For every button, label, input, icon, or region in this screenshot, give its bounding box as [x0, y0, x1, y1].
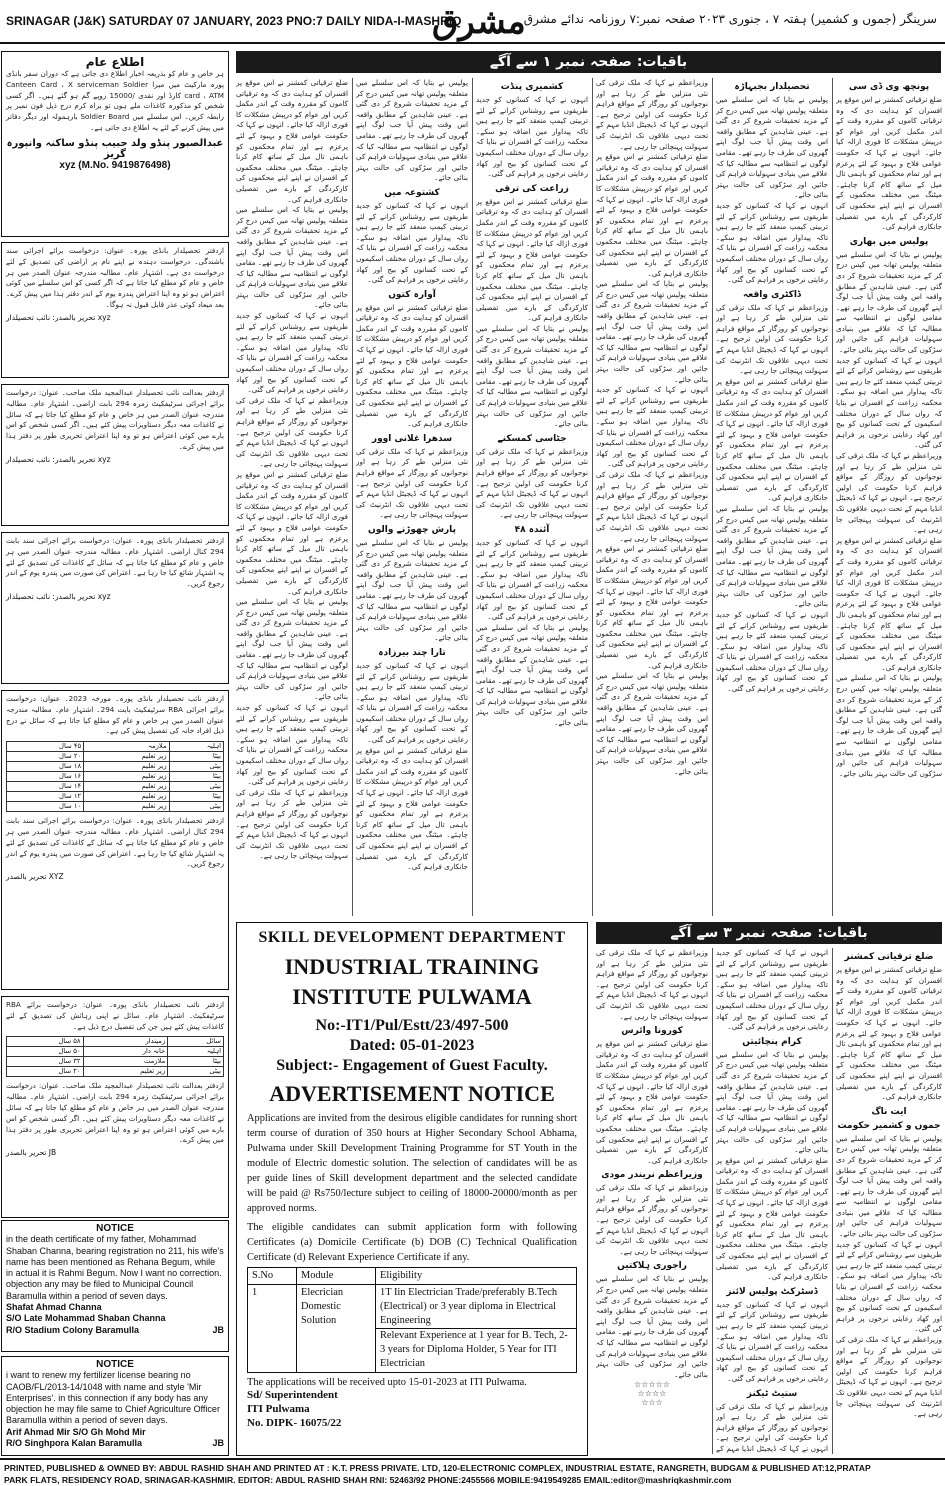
column-text: انہوں نے کہا کہ کسانوں کو جدید طریقوں سے روشناس کرانے کے لئے تربیتی کیمپ منعقد کئے جا رہے ہیں تاکہ پیداوار میں اضافہ ہو سکے۔ محکمہ زراعت کے افسران نے بتایا کہ رواں سال کے دوران مختلف اسکیموں کے تحت کسانوں کو بیج اور کھاد رعایتی نرخوں پر فراہم کی گئی۔ — [356, 200, 468, 285]
notice-signer: عبدالصبور پنڈو ولد حبیب پنڈو ساکنہ وانپورہ گریز — [6, 137, 224, 160]
public-notice-box — [1, 51, 229, 237]
header-english-dateline: SRINAGAR (J&K) SATURDAY 07 JANUARY, 2023 PNO:7 DAILY NIDA-I-MASHRIQ — [6, 14, 462, 28]
column-divider — [472, 78, 473, 916]
ad-paragraph-1: Applications are invited from the desirous eligible candidates for running short term course of duration of 350 hours at Higher Secondary School Abhama, Pulwama under Skill Development Training Programme for ST Youth in the module of Electric domestic solution. The selection of candidates will be as per guide lines of Skill development department and the selected candidate will be paid @ Rs750/lecture subject to ceiling of 18000-20000/month as per approved norms. — [247, 1113, 577, 1214]
eligibility-qualification: 1T Iin Electrician Trade/preferably B.Tech (Electrical) or 3 year diploma in Electrical Engineering — [380, 1287, 558, 1326]
column-divider — [832, 78, 833, 916]
column-text: ضلع ترقیاتی کمشنر نے اس موقع پر افسران کو ہدایت دی کہ وہ ترقیاتی کاموں کو مقررہ وقت کے اندر مکمل کریں اور عوام کو درپیش مشکلات کا فوری ازالہ کیا جائے۔ انہوں نے کہا کہ حکومت عوامی فلاح و بہبود کے لئے پرعزم ہے اور تمام محکموں کو باہمی تال میل کے ساتھ کام کرنا چاہئے۔ میٹنگ میں مختلف محکموں کے افسران نے اپنے اپنے محکموں کی کارکردگی کے بارے میں تفصیلی جانکاری فراہم کی۔ — [596, 1039, 708, 1165]
table-row: بیٹا زیر تعلیم ۱۲ سال — [7, 792, 224, 802]
column-text: پولیس نے بتایا کہ اس سلسلے میں متعلقہ پولیس تھانہ میں کیس درج کر کے مزید تحقیقات شروع کر دی گئی ہے۔ عینی شاہدین کے مطابق واقعہ اس وقت پیش آیا جب لوگ اپنے گھروں کی طرف جا رہے تھے۔ مقامی لوگوں نے انتظامیہ سے مطالبہ کیا کہ علاقے میں بنیادی سہولیات فراہم کی جائیں اور سڑکوں کی حالت بہتر بنائی جائے۔ — [596, 671, 708, 776]
news-column-b1 — [596, 948, 708, 1454]
tehsil-notice-sign: XYZ تحریر بالصدر — [6, 872, 64, 882]
ad-reference-number: No:-IT1/Pul/Estt/23/497-500 — [315, 1017, 509, 1034]
column-text: وزیراعظم نے کہا کہ ملک ترقی کی نئی منزلیں طے کر رہا ہے اور نوجوانوں کو روزگار کے مواقع فراہم کرنا حکومت کی اولین ترجیح ہے۔ انہوں نے کہا کہ ڈیجیٹل انڈیا مہم کے تحت دیہی علاقوں تک انٹرنیٹ کی سہولت پہنچائی جا رہی ہے۔ — [596, 78, 708, 151]
column-text: ضلع ترقیاتی کمشنر نے اس موقع پر افسران کو ہدایت دی کہ وہ ترقیاتی کاموں کو مقررہ وقت کے اندر مکمل کریں اور عوام کو درپیش مشکلات کا فوری ازالہ کیا جائے۔ انہوں نے کہا کہ حکومت عوامی فلاح و بہبود کے لئے پرعزم ہے اور تمام محکموں کو باہمی تال میل کے ساتھ کام کرنا چاہئے۔ میٹنگ میں مختلف محکموں کے افسران نے اپنے اپنے محکموں کی کارکردگی کے بارے میں تفصیلی جانکاری فراہم کی۔ — [236, 469, 348, 596]
column-text: پولیس نے بتایا کہ اس سلسلے میں متعلقہ پولیس تھانہ میں کیس درج کر کے مزید تحقیقات شروع کر دی گئی ہے۔ عینی شاہدین کے مطابق واقعہ اس وقت پیش آیا جب لوگ اپنے گھروں کی طرف جا رہے تھے۔ مقامی لوگوں نے انتظامیہ سے مطالبہ کیا کہ علاقے میں بنیادی سہولیات فراہم کی جائیں اور سڑکوں کی حالت بہتر بنائی جائے۔ — [716, 1049, 828, 1155]
table-cell: 1 — [248, 1285, 297, 1373]
column-text: ضلع ترقیاتی کمشنر نے اس موقع پر افسران کو ہدایت دی کہ وہ ترقیاتی کاموں کو مقررہ وقت کے اندر مکمل کریں اور عوام کو درپیش مشکلات کا فوری ازالہ کیا جائے۔ انہوں نے کہا کہ حکومت عوامی فلاح و بہبود کے لئے پرعزم ہے اور تمام محکموں کو باہمی تال میل کے ساتھ کام کرنا چاہئے۔ میٹنگ میں مختلف محکموں کے افسران نے اپنے اپنے محکموں کی کارکردگی کے بارے میں تفصیلی جانکاری فراہم کی۔ — [356, 302, 468, 429]
notice-signer-name: Shafat Ahmad Channa — [6, 1302, 102, 1313]
notice-tag: JB — [212, 1438, 224, 1449]
column-text: وزیراعظم نے کہا کہ ملک ترقی کی نئی منزلیں طے کر رہا ہے اور نوجوانوں کو روزگار کے مواقع فراہم کرنا حکومت کی اولین ترجیح ہے۔ انہوں نے کہا کہ ڈیجیٹل انڈیا مہم کے تحت دیہی علاقوں تک انٹرنیٹ کی سہولت پہنچائی جا رہی ہے۔ — [836, 1335, 942, 1419]
table-header: Module — [297, 1268, 376, 1285]
ad-paragraph-2: The eligible candidates can submit application form with following Certificates (a) Domicile Certificate (b) DOB (C) Technical Qualification Certificate (d) Relevant Experience Certificate if any. — [247, 1222, 577, 1263]
column-text: پولیس نے بتایا کہ اس سلسلے میں متعلقہ پولیس تھانہ میں کیس درج کر کے مزید تحقیقات شروع کر دی گئی ہے۔ عینی شاہدین کے مطابق واقعہ اس وقت پیش آیا جب لوگ اپنے گھروں کی طرف جا رہے تھے۔ مقامی لوگوں نے انتظامیہ سے مطالبہ کیا کہ علاقے میں بنیادی سہولیات فراہم کی جائیں اور سڑکوں کی حالت بہتر بنائی جائے۔ — [356, 78, 468, 183]
column-divider — [832, 948, 833, 1454]
ad-sign-line-1: Sd/ Superintendent — [247, 1389, 338, 1401]
table-cell — [376, 1285, 577, 1373]
column-text: ضلع ترقیاتی کمشنر نے اس موقع پر افسران کو ہدایت دی کہ وہ ترقیاتی کاموں کو مقررہ وقت کے اندر مکمل کریں اور عوام کو درپیش مشکلات کا فوری ازالہ کیا جائے۔ انہوں نے کہا کہ حکومت عوامی فلاح و بہبود کے لئے پرعزم ہے اور تمام محکموں کو باہمی تال میل کے ساتھ کام کرنا چاہئے۔ میٹنگ میں مختلف محکموں کے افسران نے اپنے اپنے محکموں کی کارکردگی کے بارے میں تفصیلی جانکاری فراہم کی۔ — [476, 196, 588, 323]
news-column-b3 — [836, 948, 942, 1454]
notice-signer-address: R/O Singhpora Kalan Baramulla — [6, 1438, 143, 1449]
table-header: Eligibility — [376, 1268, 577, 1285]
column-text: انہوں نے کہا کہ کسانوں کو جدید طریقوں سے روشناس کرانے کے لئے تربیتی کیمپ منعقد کئے جا رہے ہیں تاکہ پیداوار میں اضافہ ہو سکے۔ محکمہ زراعت کے افسران نے بتایا کہ رواں سال کے دوران مختلف اسکیموں کے تحت کسانوں کو بیج اور کھاد رعایتی نرخوں پر فراہم کی گئی۔ — [716, 609, 828, 694]
family-members-table — [6, 741, 224, 812]
tehsil-notice-sign: xyz تحریر بالصدر: نائب تحصیلدار — [6, 591, 111, 601]
iti-pulwama-advertisement — [236, 922, 588, 1456]
tehsil-notice-sign: JB تحریر بالصدر — [6, 1148, 57, 1158]
column-text: وزیراعظم نے کہا کہ ملک ترقی کی نئی منزلیں طے کر رہا ہے اور نوجوانوں کو روزگار کے مواقع فراہم کرنا حکومت کی اولین ترجیح ہے۔ انہوں نے کہا کہ ڈیجیٹل انڈیا مہم کے تحت دیہی علاقوں تک انٹرنیٹ کی سہولت پہنچائی جا رہی ہے۔ — [236, 787, 348, 861]
news-column-b2 — [716, 948, 828, 1454]
column-text: ضلع ترقیاتی کمشنر نے اس موقع پر افسران کو ہدایت دی کہ وہ ترقیاتی کاموں کو مقررہ وقت کے اندر مکمل کریں اور عوام کو درپیش مشکلات کا فوری ازالہ کیا جائے۔ انہوں نے کہا کہ حکومت عوامی فلاح و بہبود کے لئے پرعزم ہے اور تمام محکموں کو باہمی تال میل کے ساتھ کام کرنا چاہئے۔ میٹنگ میں مختلف محکموں کے افسران نے اپنے اپنے محکموں کی کارکردگی کے بارے میں تفصیلی جانکاری فراہم کی۔ — [716, 1155, 828, 1282]
column-text: وزیراعظم نے کہا کہ ملک ترقی کی نئی منزلیں طے کر رہا ہے اور نوجوانوں کو روزگار کے مواقع فراہم کرنا حکومت کی اولین ترجیح ہے۔ انہوں نے کہا کہ ڈیجیٹل انڈیا مہم کے تحت دیہی علاقوں تک انٹرنیٹ کی سہولت پہنچائی جا رہی ہے۔ — [716, 302, 828, 376]
notice-body: i want to renew my fertilizer license bearing no CAOB/FL/2013-14/1048 with name and style 'Mir Enterprises'. in this connection if any body has any objection he may file same to Chief Agriculture Officer Baramulla within a period of seven days. — [6, 1370, 220, 1426]
table-row: اہلیہ ملازمہ ۴۵ سال — [7, 742, 224, 752]
header-urdu-dateline: سرینگر (جموں و کشمیر) ہفتہ ۷ ، جنوری ۲۰۲۳ صفحہ نمبر:۷ روزنامہ ندائے مشرق — [523, 12, 937, 26]
subheading: وزیراعظم نریندر مودی — [601, 1170, 703, 1181]
column-text: ضلع ترقیاتی کمشنر نے اس موقع پر افسران کو ہدایت دی کہ وہ ترقیاتی کاموں کو مقررہ وقت کے اندر مکمل کریں اور عوام کو درپیش مشکلات کا فوری ازالہ کیا جائے۔ انہوں نے کہا کہ حکومت عوامی فلاح و بہبود کے لئے پرعزم ہے اور تمام محکموں کو باہمی تال میل کے ساتھ کام کرنا چاہئے۔ میٹنگ میں مختلف محکموں کے افسران نے اپنے اپنے محکموں کی کارکردگی کے بارے میں تفصیلی جانکاری فراہم کی۔ — [836, 535, 942, 672]
ad-sign-line-2: ITI Pulwama — [247, 1403, 310, 1415]
tehsil-notice-body: ازدفتر تحصیلدار بانڈی پورہ۔ عنوان: درخواست برائے اجرائی سند بابت 294 کنال اراضی۔ اشتہار عام۔ مطالبہ مندرجہ عنوان الصدر میں ہر خاص و عام کو مطلع کیا جاتا ہے کہ سائل کے کاغذات کی تصدیق کے لئے یہ اشتہار شائع کیا جا رہا ہے۔ اعتراض کی صورت میں پندرہ یوم کے اندر رجوع کریں۔ — [6, 536, 224, 589]
notice-signer-address: R/O Stadium Colony Baramulla — [6, 1324, 140, 1335]
column-text: پولیس نے بتایا کہ اس سلسلے میں متعلقہ پولیس تھانہ میں کیس درج کر کے مزید تحقیقات شروع کر دی گئی ہے۔ عینی شاہدین کے مطابق واقعہ اس وقت پیش آیا جب لوگ اپنے گھروں کی طرف جا رہے تھے۔ مقامی لوگوں نے انتظامیہ سے مطالبہ کیا کہ علاقے میں بنیادی سہولیات فراہم کی جائیں اور سڑکوں کی حالت بہتر بنائی جائے۔ — [236, 205, 348, 310]
column-text: انہوں نے کہا کہ کسانوں کو جدید طریقوں سے روشناس کرانے کے لئے تربیتی کیمپ منعقد کئے جا رہے ہیں تاکہ پیداوار میں اضافہ ہو سکے۔ محکمہ زراعت کے افسران نے بتایا کہ رواں سال کے دوران مختلف اسکیموں کے تحت کسانوں کو بیج اور کھاد رعایتی نرخوں پر فراہم کی گئی۔ — [476, 95, 588, 179]
news-column-5 — [716, 78, 828, 916]
column-text: وزیراعظم نے کہا کہ ملک ترقی کی نئی منزلیں طے کر رہا ہے اور نوجوانوں کو روزگار کے مواقع فراہم کرنا حکومت کی اولین ترجیح ہے۔ انہوں نے کہا کہ ڈیجیٹل انڈیا مہم کے تحت دیہی علاقوں تک انٹرنیٹ کی سہولت پہنچائی جا رہی ہے۔ — [236, 395, 348, 469]
subheading: پونچھ وی ڈی سی — [848, 82, 930, 92]
subheading: کشمیری پنڈت — [500, 82, 564, 92]
subheading: ڈاکٹری واقعہ — [743, 289, 801, 300]
column-text: انہوں نے کہا کہ کسانوں کو جدید طریقوں سے روشناس کرانے کے لئے تربیتی کیمپ منعقد کئے جا رہے ہیں تاکہ پیداوار میں اضافہ ہو سکے۔ محکمہ زراعت کے افسران نے بتایا کہ رواں سال کے دوران مختلف اسکیموں کے تحت کسانوں کو بیج اور کھاد رعایتی نرخوں پر فراہم کی گئی۔ — [236, 703, 348, 787]
table-header: S.No — [248, 1268, 297, 1285]
ad-institute-line-2: INSTITUTE PULWAMA — [292, 984, 532, 1009]
column-text: انہوں نے کہا کہ کسانوں کو جدید طریقوں سے روشناس کرانے کے لئے تربیتی کیمپ منعقد کئے جا رہے ہیں تاکہ پیداوار میں اضافہ ہو سکے۔ محکمہ زراعت کے افسران نے بتایا کہ رواں سال کے دوران مختلف اسکیموں کے تحت کسانوں کو بیج اور کھاد رعایتی نرخوں پر فراہم کی گئی۔ — [476, 537, 588, 622]
subheading: ڈسٹرکٹ پولیس لائنز — [726, 1286, 818, 1297]
tehsil-notice-1 — [1, 242, 229, 378]
subheading: آئندہ ۴۸ — [514, 524, 550, 535]
notice-signer-address-row — [6, 1325, 224, 1336]
tehsil-notice-3 — [1, 532, 229, 684]
ad-dipk-number: No. DIPK- 16075/22 — [247, 1417, 342, 1429]
page-header — [0, 0, 945, 44]
news-column-2 — [356, 78, 468, 916]
subheading: راجوری ہلاکتیں — [617, 1261, 687, 1272]
column-text: انہوں نے کہا کہ کسانوں کو جدید طریقوں سے روشناس کرانے کے لئے تربیتی کیمپ منعقد کئے جا رہے ہیں تاکہ پیداوار میں اضافہ ہو سکے۔ محکمہ زراعت کے افسران نے بتایا کہ رواں سال کے دوران مختلف اسکیموں کے تحت کسانوں کو بیج اور کھاد رعایتی نرخوں پر فراہم کی گئی۔ — [716, 200, 828, 285]
news-column-6 — [836, 78, 942, 916]
imprint-line-2: PARK FLATS, RESIDENCY ROAD, SRINAGAR-KASHMIR. EDITOR: ABDUL RASHID SHAH RNI: 52463/92 PHONE:2455566 MOBILE:9419549285 EMAIL:editor@mashriqkashmir.com — [4, 1475, 732, 1485]
family-members-table — [6, 1036, 224, 1077]
column-divider — [712, 948, 713, 1454]
column-text: پولیس نے بتایا کہ اس سلسلے میں متعلقہ پولیس تھانہ میں کیس درج کر کے مزید تحقیقات شروع کر دی گئی ہے۔ عینی شاہدین کے مطابق واقعہ اس وقت پیش آیا جب لوگ اپنے گھروں کی طرف جا رہے تھے۔ مقامی لوگوں نے انتظامیہ سے مطالبہ کیا کہ علاقے میں بنیادی سہولیات فراہم کی جائیں اور سڑکوں کی حالت بہتر بنائی جائے۔ — [836, 249, 942, 355]
column-text: وزیراعظم نے کہا کہ ملک ترقی کی نئی منزلیں طے کر رہا ہے اور نوجوانوں کو روزگار کے مواقع فراہم کرنا حکومت کی اولین ترجیح ہے۔ انہوں نے کہا کہ ڈیجیٹل انڈیا مہم کے تحت دیہی علاقوں تک انٹرنیٹ کی سہولت پہنچائی جا رہی ہے۔ — [476, 446, 588, 520]
column-text: پولیس نے بتایا کہ اس سلسلے میں متعلقہ پولیس تھانہ میں کیس درج کر کے مزید تحقیقات شروع کر دی گئی ہے۔ عینی شاہدین کے مطابق واقعہ اس وقت پیش آیا جب لوگ اپنے گھروں کی طرف جا رہے تھے۔ مقامی لوگوں نے انتظامیہ سے مطالبہ کیا کہ علاقے میں بنیادی سہولیات فراہم کی جائیں اور سڑکوں کی حالت بہتر بنائی جائے۔ — [716, 503, 828, 609]
tehsil-notice-body: ازدفتر تحصیلدار بانڈی پورہ۔ عنوان: درخواست برائے اجرائی سند باشندگی۔ درخواست دہندہ نے اپنے نام پر اراضی کی تصدیق کے لئے درخواست دی ہے۔ اشتہار عام۔ مطالبہ مندرجہ عنوان الصدر میں ہر خاص و عام کو مطلع کیا جاتا ہے کہ اگر کسی کو اس سلسلے میں کوئی اعتراض ہو تو وہ اپنا اعتراض پندرہ یوم کے اندر دفتر ہذا میں پیش کرے۔ بعد میعاد کوئی عذر قابل قبول نہ ہوگا۔ — [6, 246, 224, 309]
subheading: ستیٹ ٹیکنز — [746, 1388, 798, 1399]
ad-subject: Subject:- Engagement of Guest Faculty. — [276, 1057, 548, 1074]
column-text: وزیراعظم نے کہا کہ ملک ترقی کی نئی منزلیں طے کر رہا ہے اور نوجوانوں کو روزگار کے مواقع فراہم کرنا حکومت کی اولین ترجیح ہے۔ انہوں نے کہا کہ ڈیجیٹل انڈیا مہم کے تحت دیہی علاقوں تک انٹرنیٹ کی سہولت پہنچائی جا رہی ہے۔ — [356, 446, 468, 520]
subheading: زراعت کی ترقی — [495, 183, 569, 194]
subheading: ضلع ترقیاتی کمشنر — [844, 952, 934, 962]
subheading: کورونا وائرس — [621, 1026, 683, 1037]
separator-stars: ☆☆☆☆ — [637, 1389, 667, 1399]
subheading: تحصیلدار بجبہاڑہ — [734, 82, 810, 92]
column-divider — [712, 78, 713, 916]
tehsil-notice-body: ازدفتر بعدالت نائب تحصیلدار عبدالمجید ملک صاحب۔ عنوان: درخواست برائے اجرائی سرٹیفکیٹ زمرہ 294 بابت اراضی۔ اشتہار عام۔ مطالبہ مندرجہ عنوان الصدر میں ہر خاص و عام کو مطلع کیا جاتا ہے کہ سائل نے کاغذات معہ دیگر دستاویزات پیش کئے ہیں۔ اگر کسی شخص کو اس بارے میں کوئی اعتراض ہو تو وہ اپنا اعتراض تحریری طور پر دفتر ہذا میں پیش کرے۔ — [6, 388, 224, 451]
table-row — [248, 1285, 577, 1373]
news-column-4 — [596, 78, 708, 916]
subheading: پولیس میں بھاری — [849, 236, 929, 247]
column-text: ضلع ترقیاتی کمشنر نے اس موقع پر افسران کو ہدایت دی کہ وہ ترقیاتی کاموں کو مقررہ وقت کے اندر مکمل کریں اور عوام کو درپیش مشکلات کا فوری ازالہ کیا جائے۔ انہوں نے کہا کہ حکومت عوامی فلاح و بہبود کے لئے پرعزم ہے اور تمام محکموں کو باہمی تال میل کے ساتھ کام کرنا چاہئے۔ میٹنگ میں مختلف محکموں کے افسران نے اپنے اپنے محکموں کی کارکردگی کے بارے میں تفصیلی جانکاری فراہم کی۔ — [236, 78, 348, 204]
tehsil-notice-body-continued: ازدفتر تحصیلدار بانڈی پورہ۔ عنوان: درخواست برائے اجرائی سند بابت 294 کنال اراضی۔ اشتہار عام۔ مطالبہ مندرجہ عنوان الصدر میں ہر خاص و عام کو مطلع کیا جاتا ہے کہ سائل کے کاغذات کی تصدیق کے لئے یہ اشتہار شائع کیا جا رہا ہے۔ اعتراض کی صورت میں پندرہ یوم کے اندر رجوع کریں۔ — [6, 816, 224, 869]
subheading: تارا چند بیرزادہ — [378, 647, 446, 658]
column-text: انہوں نے کہا کہ کسانوں کو جدید طریقوں سے روشناس کرانے کے لئے تربیتی کیمپ منعقد کئے جا رہے ہیں تاکہ پیداوار میں اضافہ ہو سکے۔ محکمہ زراعت کے افسران نے بتایا کہ رواں سال کے دوران مختلف اسکیموں کے تحت کسانوں کو بیج اور کھاد رعایتی نرخوں پر فراہم کی گئی۔ — [356, 660, 468, 745]
column-text: پولیس نے بتایا کہ اس سلسلے میں متعلقہ پولیس تھانہ میں کیس درج کر کے مزید تحقیقات شروع کر دی گئی ہے۔ عینی شاہدین کے مطابق واقعہ اس وقت پیش آیا جب لوگ اپنے گھروں کی طرف جا رہے تھے۔ مقامی لوگوں نے انتظامیہ سے مطالبہ کیا کہ علاقے میں بنیادی سہولیات فراہم کی جائیں اور سڑکوں کی حالت بہتر بنائی جائے۔ — [716, 95, 828, 200]
subheading: جٹاسی کمسکنے — [497, 433, 567, 444]
table-row: بیٹا زیر تعلیم ۱۶ سال — [7, 772, 224, 782]
imprint-line-1: PRINTED, PUBLISHED & OWNED BY: ABDUL RASHID SHAH AND PRINTED AT : K.T. PRESS PRIVATE. LTD, 120-ELECTRONIC COMPLEX, INDUSTRIAL ESTATE, RANGRETH, BUDGAM & PUBLISHED AT:12,PRATAP — [4, 1463, 871, 1473]
column-text: ضلع ترقیاتی کمشنر نے اس موقع پر افسران کو ہدایت دی کہ وہ ترقیاتی کاموں کو مقررہ وقت کے اندر مکمل کریں اور عوام کو درپیش مشکلات کا فوری ازالہ کیا جائے۔ انہوں نے کہا کہ حکومت عوامی فلاح و بہبود کے لئے پرعزم ہے اور تمام محکموں کو باہمی تال میل کے ساتھ کام کرنا چاہئے۔ میٹنگ میں مختلف محکموں کے افسران نے اپنے اپنے محکموں کی کارکردگی کے بارے میں تفصیلی جانکاری فراہم کی۔ — [836, 95, 942, 232]
subheading: سدھرا غلانی اوور — [371, 433, 453, 444]
notice-title: NOTICE — [96, 1223, 134, 1234]
masthead-logo: مشرق — [432, 2, 526, 42]
column-text: ضلع ترقیاتی کمشنر نے اس موقع پر افسران کو ہدایت دی کہ وہ ترقیاتی کاموں کو مقررہ وقت کے اندر مکمل کریں اور عوام کو درپیش مشکلات کا فوری ازالہ کیا جائے۔ انہوں نے کہا کہ حکومت عوامی فلاح و بہبود کے لئے پرعزم ہے اور تمام محکموں کو باہمی تال میل کے ساتھ کام کرنا چاہئے۔ میٹنگ میں مختلف محکموں کے افسران نے اپنے اپنے محکموں کی کارکردگی کے بارے میں تفصیلی جانکاری فراہم کی۔ — [596, 544, 708, 670]
tehsil-notice-4 — [1, 690, 229, 990]
column-text: پولیس نے بتایا کہ اس سلسلے میں متعلقہ پولیس تھانہ میں کیس درج کر کے مزید تحقیقات شروع کر دی گئی ہے۔ عینی شاہدین کے مطابق واقعہ اس وقت پیش آیا جب لوگ اپنے گھروں کی طرف جا رہے تھے۔ مقامی لوگوں نے انتظامیہ سے مطالبہ کیا کہ علاقے میں بنیادی سہولیات فراہم کی جائیں اور سڑکوں کی حالت بہتر بنائی جائے۔ — [836, 673, 942, 778]
notice-title: NOTICE — [96, 1359, 134, 1370]
notice-body: in the death certificate of my father, Mohammad Shaban Channa, bearing registration no 211, his wife's name has been mentioned as Rehana Begum, while in actual it is Rahmi Begum. Now I want no correction. objection any may be filed to Municipal Council Baramulla within a period of seven days. — [6, 1234, 224, 1301]
column-text: ضلع ترقیاتی کمشنر نے اس موقع پر افسران کو ہدایت دی کہ وہ ترقیاتی کاموں کو مقررہ وقت کے اندر مکمل کریں اور عوام کو درپیش مشکلات کا فوری ازالہ کیا جائے۔ انہوں نے کہا کہ حکومت عوامی فلاح و بہبود کے لئے پرعزم ہے اور تمام محکموں کو باہمی تال میل کے ساتھ کام کرنا چاہئے۔ میٹنگ میں مختلف محکموں کے افسران نے اپنے اپنے محکموں کی کارکردگی کے بارے میں تفصیلی جانکاری فراہم کی۔ — [716, 376, 828, 503]
english-notice-fertilizer-license — [1, 1356, 229, 1456]
tehsil-notice-5 — [1, 996, 229, 1218]
column-text: پولیس نے بتایا کہ اس سلسلے میں متعلقہ پولیس تھانہ میں کیس درج کر کے مزید تحقیقات شروع کر دی گئی ہے۔ عینی شاہدین کے مطابق واقعہ اس وقت پیش آیا جب لوگ اپنے گھروں کی طرف جا رہے تھے۔ مقامی لوگوں نے انتظامیہ سے مطالبہ کیا کہ علاقے میں بنیادی سہولیات فراہم کی جائیں اور سڑکوں کی حالت بہتر بنائی جائے۔ — [476, 323, 588, 429]
tehsil-notice-sign: xyz تحریر بالصدر: نائب تحصیلدار — [6, 454, 111, 464]
notice-phone: xyz (M.No. 9419876498) — [59, 159, 171, 171]
table-row: بیٹی زیر تعلیم ۱۰ سال — [7, 802, 224, 812]
column-text: انہوں نے کہا کہ کسانوں کو جدید طریقوں سے روشناس کرانے کے لئے تربیتی کیمپ منعقد کئے جا رہے ہیں تاکہ پیداوار میں اضافہ ہو سکے۔ محکمہ زراعت کے افسران نے بتایا کہ رواں سال کے دوران مختلف اسکیموں کے تحت کسانوں کو بیج اور کھاد رعایتی نرخوں پر فراہم کی گئی۔ — [836, 1239, 942, 1334]
column-text: پولیس نے بتایا کہ اس سلسلے میں متعلقہ پولیس تھانہ میں کیس درج کر کے مزید تحقیقات شروع کر دی گئی ہے۔ عینی شاہدین کے مطابق واقعہ اس وقت پیش آیا جب لوگ اپنے گھروں کی طرف جا رہے تھے۔ مقامی لوگوں نے انتظامیہ سے مطالبہ کیا کہ علاقے میں بنیادی سہولیات فراہم کی جائیں اور سڑکوں کی حالت بہتر بنائی جائے۔ — [356, 537, 468, 643]
column-text: انہوں نے کہا کہ کسانوں کو جدید طریقوں سے روشناس کرانے کے لئے تربیتی کیمپ منعقد کئے جا رہے ہیں تاکہ پیداوار میں اضافہ ہو سکے۔ محکمہ زراعت کے افسران نے بتایا کہ رواں سال کے دوران مختلف اسکیموں کے تحت کسانوں کو بیج اور کھاد رعایتی نرخوں پر فراہم کی گئی۔ — [836, 355, 942, 450]
table-row: بیٹی زیر تعلیم ۱۸ سال — [7, 762, 224, 772]
tehsil-notice-sign: xyz تحریر بالصدر: نائب تحصیلدار — [6, 312, 111, 322]
subheading: جموں و کشمیر حکومت — [837, 1120, 941, 1131]
column-text: پولیس نے بتایا کہ اس سلسلے میں متعلقہ پولیس تھانہ میں کیس درج کر کے مزید تحقیقات شروع کر دی گئی ہے۔ عینی شاہدین کے مطابق واقعہ اس وقت پیش آیا جب لوگ اپنے گھروں کی طرف جا رہے تھے۔ مقامی لوگوں نے انتظامیہ سے مطالبہ کیا کہ علاقے میں بنیادی سہولیات فراہم کی جائیں اور سڑکوں کی حالت بہتر بنائی جائے۔ — [596, 279, 708, 384]
table-row: سائل زمیندار ۵۸ سال — [7, 1037, 224, 1047]
column-text: پولیس نے بتایا کہ اس سلسلے میں متعلقہ پولیس تھانہ میں کیس درج کر کے مزید تحقیقات شروع کر دی گئی ہے۔ عینی شاہدین کے مطابق واقعہ اس وقت پیش آیا جب لوگ اپنے گھروں کی طرف جا رہے تھے۔ مقامی لوگوں نے انتظامیہ سے مطالبہ کیا کہ علاقے میں بنیادی سہولیات فراہم کی جائیں اور سڑکوں کی حالت بہتر بنائی جائے۔ — [596, 1274, 708, 1379]
column-text: انہوں نے کہا کہ کسانوں کو جدید طریقوں سے روشناس کرانے کے لئے تربیتی کیمپ منعقد کئے جا رہے ہیں تاکہ پیداوار میں اضافہ ہو سکے۔ محکمہ زراعت کے افسران نے بتایا کہ رواں سال کے دوران مختلف اسکیموں کے تحت کسانوں کو بیج اور کھاد رعایتی نرخوں پر فراہم کی گئی۔ — [236, 311, 348, 395]
ad-institute-line-1: INDUSTRIAL TRAINING — [284, 954, 540, 979]
table-row: بیٹا زیر تعلیم ۲۰ سال — [7, 752, 224, 762]
column-text: ضلع ترقیاتی کمشنر نے اس موقع پر افسران کو ہدایت دی کہ وہ ترقیاتی کاموں کو مقررہ وقت کے اندر مکمل کریں اور عوام کو درپیش مشکلات کا فوری ازالہ کیا جائے۔ انہوں نے کہا کہ حکومت عوامی فلاح و بہبود کے لئے پرعزم ہے اور تمام محکموں کو باہمی تال میل کے ساتھ کام کرنا چاہئے۔ میٹنگ میں مختلف محکموں کے افسران نے اپنے اپنے محکموں کی کارکردگی کے بارے میں تفصیلی جانکاری فراہم کی۔ — [596, 152, 708, 278]
news-column-3 — [476, 78, 588, 916]
tehsil-notice-body: ازدفتر نائب تحصیلدار بانڈی پورہ۔ عنوان: درخواست برائے RBA سرٹیفکیٹ۔ اشتہار عام۔ سائل نے اپنی رہائش کی تصدیق کے لئے کاغذات پیش کئے ہیں جن کی تفصیل درج ذیل ہے۔ — [6, 1000, 224, 1031]
column-text: پولیس نے بتایا کہ اس سلسلے میں متعلقہ پولیس تھانہ میں کیس درج کر کے مزید تحقیقات شروع کر دی گئی ہے۔ عینی شاہدین کے مطابق واقعہ اس وقت پیش آیا جب لوگ اپنے گھروں کی طرف جا رہے تھے۔ مقامی لوگوں نے انتظامیہ سے مطالبہ کیا کہ علاقے میں بنیادی سہولیات فراہم کی جائیں اور سڑکوں کی حالت بہتر بنائی جائے۔ — [836, 1133, 942, 1239]
table-header-row — [248, 1268, 577, 1285]
column-text: وزیراعظم نے کہا کہ ملک ترقی کی نئی منزلیں طے کر رہا ہے اور نوجوانوں کو روزگار کے مواقع فراہم کرنا حکومت کی اولین ترجیح ہے۔ انہوں نے کہا کہ ڈیجیٹل انڈیا مہم کے تحت دیہی علاقوں تک انٹرنیٹ کی سہولت پہنچائی جا رہی ہے۔ — [836, 451, 942, 535]
continued-banner-bottom: باقیات: صفحہ نمبر ۳ سے آگے — [596, 922, 942, 944]
column-text: وزیراعظم نے کہا کہ ملک ترقی کی نئی منزلیں طے کر رہا ہے اور نوجوانوں کو روزگار کے مواقع فراہم کرنا حکومت کی اولین ترجیح ہے۔ انہوں نے کہا کہ ڈیجیٹل انڈیا مہم کے تحت دیہی علاقوں تک انٹرنیٹ کی سہولت پہنچائی جا رہی ہے۔ — [596, 948, 708, 1021]
column-text: ضلع ترقیاتی کمشنر نے اس موقع پر افسران کو ہدایت دی کہ وہ ترقیاتی کاموں کو مقررہ وقت کے اندر مکمل کریں اور عوام کو درپیش مشکلات کا فوری ازالہ کیا جائے۔ انہوں نے کہا کہ حکومت عوامی فلاح و بہبود کے لئے پرعزم ہے اور تمام محکموں کو باہمی تال میل کے ساتھ کام کرنا چاہئے۔ میٹنگ میں مختلف محکموں کے افسران نے اپنے اپنے محکموں کی کارکردگی کے بارے میں تفصیلی جانکاری فراہم کی۔ — [356, 745, 468, 872]
subheading: آوارہ کتوں — [388, 289, 436, 300]
eligibility-experience: Relevant Experience at 1 year for B. Tech, 2-3 years for Diploma Holder, 5 Year for ITI Electrician — [376, 1328, 576, 1371]
separator-stars: ☆☆☆ — [641, 1398, 663, 1408]
english-notice-death-certificate — [1, 1220, 229, 1352]
tehsil-notice-2 — [1, 384, 229, 526]
ad-closing: The applications will be received upto 15-01-2023 at ITI Pulwama. — [247, 1377, 527, 1388]
column-text: پولیس نے بتایا کہ اس سلسلے میں متعلقہ پولیس تھانہ میں کیس درج کر کے مزید تحقیقات شروع کر دی گئی ہے۔ عینی شاہدین کے مطابق واقعہ اس وقت پیش آیا جب لوگ اپنے گھروں کی طرف جا رہے تھے۔ مقامی لوگوں نے انتظامیہ سے مطالبہ کیا کہ علاقے میں بنیادی سہولیات فراہم کی جائیں اور سڑکوں کی حالت بہتر بنائی جائے۔ — [476, 622, 588, 728]
column-text: وزیراعظم نے کہا کہ ملک ترقی کی نئی منزلیں طے کر رہا ہے اور نوجوانوں کو روزگار کے مواقع فراہم کرنا حکومت کی اولین ترجیح ہے۔ انہوں نے کہا کہ ڈیجیٹل انڈیا مہم کے — [716, 1401, 828, 1453]
subheading: پارش چھوڑنے والوں — [368, 524, 456, 535]
notice-tag: JB — [212, 1324, 224, 1335]
table-row: بیٹی زیر تعلیم ۱۴ سال — [7, 782, 224, 792]
column-text: انہوں نے کہا کہ کسانوں کو جدید طریقوں سے روشناس کرانے کے لئے تربیتی کیمپ منعقد کئے جا رہے ہیں تاکہ پیداوار میں اضافہ ہو سکے۔ محکمہ زراعت کے افسران نے بتایا کہ رواں سال کے دوران مختلف اسکیموں کے تحت کسانوں کو بیج اور کھاد رعایتی نرخوں پر فراہم کی گئی۔ — [716, 1299, 828, 1383]
imprint-footer — [0, 1458, 945, 1486]
tehsil-notice-body-continued: ازدفتر بعدالت نائب تحصیلدار عبدالمجید ملک صاحب۔ عنوان: درخواست برائے اجرائی سرٹیفکیٹ زمرہ 294 بابت اراضی۔ اشتہار عام۔ مطالبہ مندرجہ عنوان الصدر میں ہر خاص و عام کو مطلع کیا جاتا ہے کہ سائل نے کاغذات معہ دیگر دستاویزات پیش کئے ہیں۔ اگر کسی شخص کو اس بارے میں کوئی اعتراض ہو تو وہ اپنا اعتراض تحریری طور پر دفتر ہذا میں پیش کرے۔ — [6, 1081, 224, 1145]
subheading: کشتوعہ میں — [384, 187, 440, 198]
column-text: ضلع ترقیاتی کمشنر نے اس موقع پر افسران کو ہدایت دی کہ وہ ترقیاتی کاموں کو مقررہ وقت کے اندر مکمل کریں اور عوام کو درپیش مشکلات کا فوری ازالہ کیا جائے۔ انہوں نے کہا کہ حکومت عوامی فلاح و بہبود کے لئے پرعزم ہے اور تمام محکموں کو باہمی تال میل کے ساتھ کام کرنا چاہئے۔ میٹنگ میں مختلف محکموں کے افسران نے اپنے اپنے محکموں کی کارکردگی کے بارے میں تفصیلی جانکاری فراہم کی۔ — [836, 965, 942, 1102]
subheading: کرام پنچائیتں — [742, 1036, 802, 1047]
table-row: بیٹی زیر تعلیم ۲۰ سال — [7, 1067, 224, 1077]
notice-body: ہر خاص و عام کو بذریعہ اخبار اطلاع دی جاتی ہے کہ دوران سفر بانڈی پورہ مارکیٹ میں میرا Canteen Card ، X serviceman Soldier card ، ATM کارڈ اور نقدی /15000 روپے گم ہو گئے ہیں۔ اگر کسی شخص کو مذکورہ کاغذات ملے ہوں تو براہ کرم درج ذیل فون نمبر پر رابطہ کریں۔ اس سلسلے میں Soldier Board بارہمولہ اور دیگر دفاتر میں پیش کرنے کے لئے یہ اطلاع دی جاتی ہے۔ — [6, 69, 224, 132]
table-cell: Elecrician Domestic Solution — [297, 1285, 376, 1373]
column-divider — [592, 78, 593, 916]
tehsil-notice-body: ازدفتر نائب تحصیلدار بانڈی پورہ۔ مورخہ 2023۔ عنوان: درخواست برائے اجرائی RBA سرٹیفکیٹ بابت 294۔ اشتہار عام۔ مطالبہ مندرجہ عنوان الصدر میں ہر خاص و عام کو مطلع کیا جاتا ہے کہ سائل نے درج ذیل افراد خانہ کی تفصیل پیش کی ہے۔ — [6, 694, 225, 736]
continued-banner-top: باقیات: صفحہ نمبر ۱ سے آگے — [236, 51, 941, 73]
subheading: ایت ناگ — [871, 1106, 907, 1117]
notice-signer-parent: S/O Late Mohammad Shaban Channa — [6, 1313, 166, 1324]
column-text: وزیراعظم نے کہا کہ ملک ترقی کی نئی منزلیں طے کر رہا ہے اور نوجوانوں کو روزگار کے مواقع فراہم کرنا حکومت کی اولین ترجیح ہے۔ انہوں نے کہا کہ ڈیجیٹل انڈیا مہم کے تحت دیہی علاقوں تک انٹرنیٹ کی سہولت پہنچائی جا رہی ہے۔ — [596, 469, 708, 543]
notice-title: اطلاع عام — [85, 55, 145, 69]
eligibility-table — [247, 1267, 577, 1373]
ad-department: SKILL DEVELOPMENT DEPARTMENT — [258, 929, 566, 946]
ad-date: Dated: 05-01-2023 — [349, 1037, 475, 1054]
separator-stars: ☆☆☆☆☆ — [634, 1380, 670, 1390]
column-text: انہوں نے کہا کہ کسانوں کو جدید طریقوں سے روشناس کرانے کے لئے تربیتی کیمپ منعقد کئے جا رہے ہیں تاکہ پیداوار میں اضافہ ہو سکے۔ محکمہ زراعت کے افسران نے بتایا کہ رواں سال کے دوران مختلف اسکیموں کے تحت کسانوں کو بیج اور کھاد رعایتی نرخوں پر فراہم کی گئی۔ — [596, 385, 708, 469]
table-row: بیٹا ملازمت ۳۲ سال — [7, 1057, 224, 1067]
column-text: وزیراعظم نے کہا کہ ملک ترقی کی نئی منزلیں طے کر رہا ہے اور نوجوانوں کو روزگار کے مواقع فراہم کرنا حکومت کی اولین ترجیح ہے۔ انہوں نے کہا کہ ڈیجیٹل انڈیا مہم کے تحت دیہی علاقوں تک انٹرنیٹ کی سہولت پہنچائی جا رہی ہے۔ — [596, 1183, 708, 1256]
column-text: پولیس نے بتایا کہ اس سلسلے میں متعلقہ پولیس تھانہ میں کیس درج کر کے مزید تحقیقات شروع کر دی گئی ہے۔ عینی شاہدین کے مطابق واقعہ اس وقت پیش آیا جب لوگ اپنے گھروں کی طرف جا رہے تھے۔ مقامی لوگوں نے انتظامیہ سے مطالبہ کیا کہ علاقے میں بنیادی سہولیات فراہم کی جائیں اور سڑکوں کی حالت بہتر بنائی جائے۔ — [236, 597, 348, 702]
ad-title: ADVERTISEMENT NOTICE — [269, 1081, 555, 1106]
notice-signer-name: Arif Ahmad Mir S/O Gh Mohd Mir — [6, 1426, 146, 1437]
news-column-1 — [236, 78, 348, 916]
column-text: انہوں نے کہا کہ کسانوں کو جدید طریقوں سے روشناس کرانے کے لئے تربیتی کیمپ منعقد کئے جا رہے ہیں تاکہ پیداوار میں اضافہ ہو سکے۔ محکمہ زراعت کے افسران نے بتایا کہ رواں سال کے دوران مختلف اسکیموں کے تحت کسانوں کو بیج اور کھاد رعایتی نرخوں پر فراہم کی گئی۔ — [716, 948, 828, 1032]
table-row: اہلیہ خانہ دار ۵۰ سال — [7, 1047, 224, 1057]
notice-signer-address-row — [6, 1438, 224, 1449]
column-divider — [352, 78, 353, 916]
